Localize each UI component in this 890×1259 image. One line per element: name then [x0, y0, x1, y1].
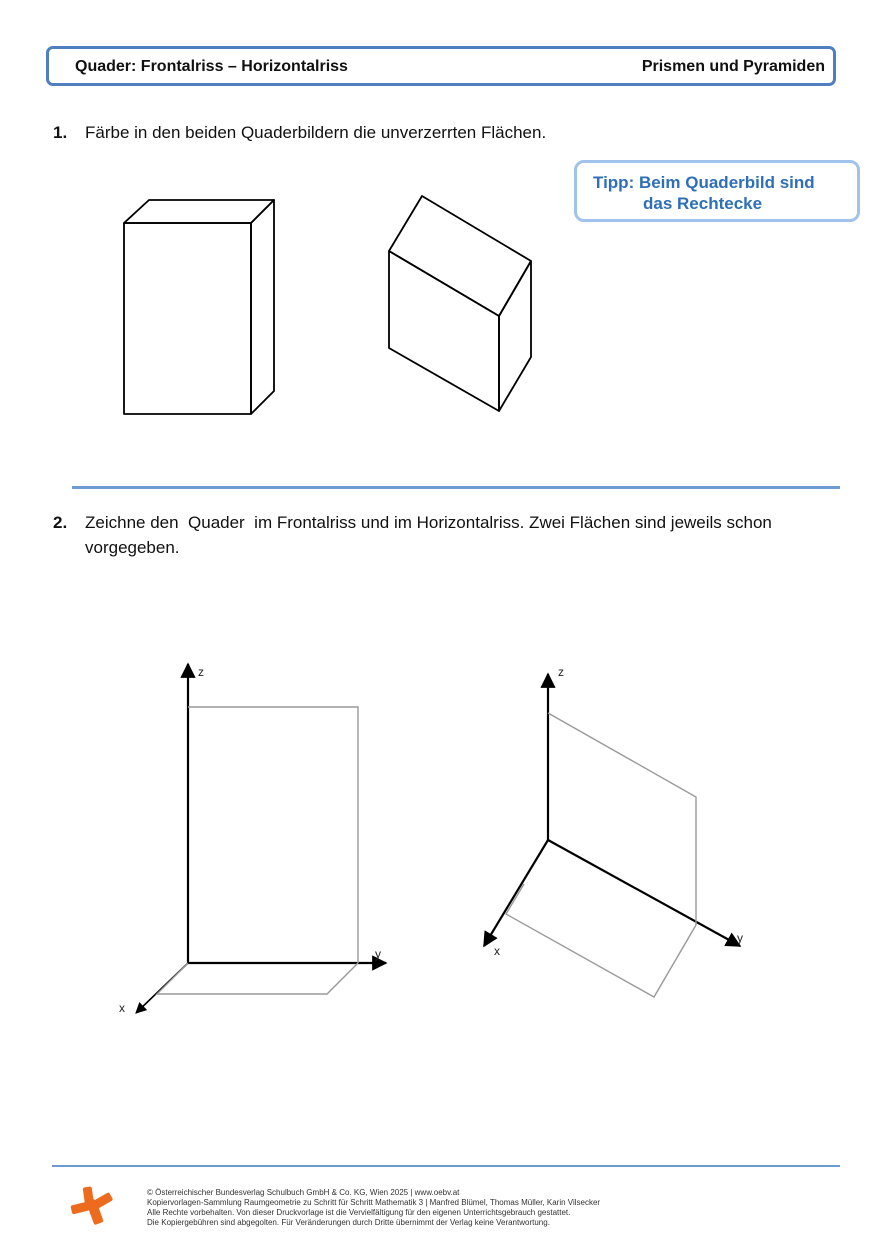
left-z-label: z [198, 665, 204, 679]
right-z-label: z [558, 665, 564, 679]
publisher-logo-mark [70, 1186, 113, 1225]
worksheet-category: Prismen und Pyramiden [641, 58, 825, 75]
tip-line-2: das Rechtecke [643, 194, 763, 213]
task-1-number: 1. [53, 123, 68, 142]
footer-line-4: Die Kopiergebühren sind abgegolten. Für Veränderungen durch Dritte übernimmt der Verlag keine Verantwortung. [147, 1218, 550, 1227]
task-2-number: 2. [53, 513, 68, 532]
right-x-label: x [494, 944, 500, 958]
worksheet-title: Quader: Frontalriss – Horizontalriss [75, 58, 348, 75]
footer-line-3: Alle Rechte vorbehalten. Von dieser Druckvorlage ist die Vervielfältigung für den eigenen Unterrichtsgebrauch gestattet. [147, 1208, 571, 1217]
footer-line-1: © Österreichischer Bundesverlag Schulbuch GmbH & Co. KG, Wien 2025 | www.oebv.at [147, 1188, 460, 1197]
footer-line-2: Kopiervorlagen-Sammlung Raumgeometrie zu Schritt für Schritt Mathematik 3 | Manfred Blümel, Thomas Müller, Karin Vilsecker [147, 1198, 601, 1207]
right-y-label: y [737, 931, 743, 945]
left-x-label: x [119, 1001, 125, 1015]
task-2-line-1: Zeichne den Quader im Frontalriss und im Horizontalriss. Zwei Flächen sind jeweils schon [85, 513, 772, 532]
footer-copyright [147, 1188, 600, 1228]
task-1-text: Färbe in den beiden Quaderbildern die unverzerrten Flächen. [85, 123, 547, 142]
task-2-line-2: vorgegeben. [85, 538, 180, 557]
tip-line-1: Tipp: Beim Quaderbild sind [593, 173, 815, 192]
left-y-label: y [375, 947, 381, 961]
